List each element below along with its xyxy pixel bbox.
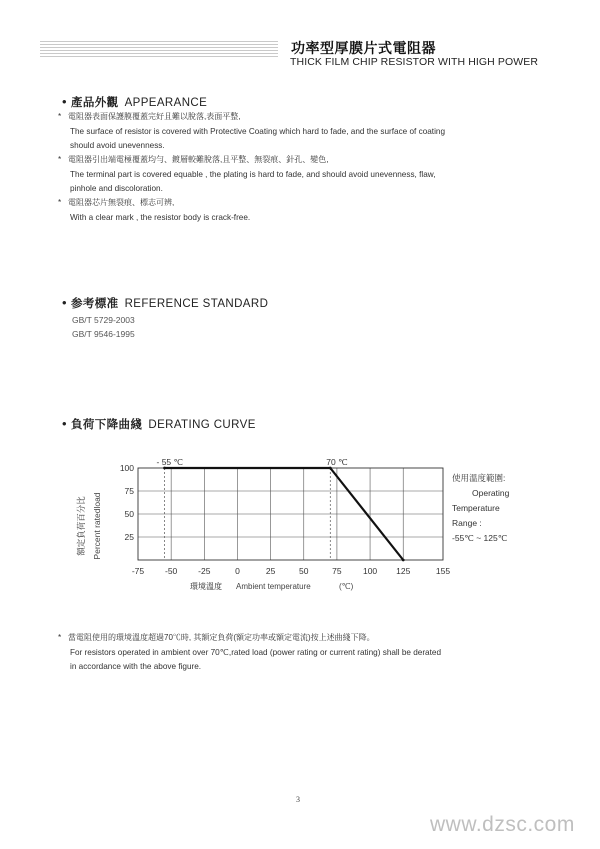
x-axis-label-en: Ambient temperature — [236, 582, 311, 591]
chart-grid — [138, 468, 443, 560]
watermark: www.dzsc.com — [430, 813, 575, 836]
range-note-zh: 使用溫度範圍: — [452, 473, 506, 483]
x-axis-label-unit: (℃) — [339, 582, 354, 591]
y-tick-label: 100 — [119, 463, 134, 473]
standard-item: GB/T 5729-2003 — [72, 315, 135, 325]
range-note-en: Temperature — [452, 503, 500, 513]
annotation-label: - 55 ℃ — [156, 457, 184, 467]
bullet-icon: • — [62, 416, 67, 431]
bullet-icon: • — [62, 295, 67, 310]
bullet-icon: • — [62, 94, 67, 109]
chart-y-tick-labels — [120, 463, 134, 542]
x-tick-label: 100 — [362, 566, 378, 576]
y-axis-label-en: Percent ratedload — [92, 492, 102, 560]
y-tick-label: 50 — [124, 509, 134, 519]
asterisk-icon: * — [58, 633, 62, 642]
asterisk-icon: * — [58, 112, 62, 121]
x-tick-label: -25 — [198, 566, 211, 576]
appearance-heading-en: APPEARANCE — [124, 97, 208, 109]
x-tick-label: 155 — [435, 566, 451, 576]
x-tick-label: 50 — [299, 566, 309, 576]
appearance-item-en: The surface of resistor is covered with Protective Coating which hard to fade, and the surface of coating — [70, 126, 446, 136]
chart-annotations — [157, 457, 349, 560]
x-tick-label: 25 — [265, 566, 276, 576]
asterisk-icon: * — [58, 198, 62, 207]
page-title-en: THICK FILM CHIP RESISTOR WITH HIGH POWER — [290, 56, 539, 68]
derating-curve-point — [402, 559, 405, 562]
derating-heading-en: DERATING CURVE — [148, 419, 256, 431]
reference-heading-zh: 参考標准 — [70, 298, 119, 310]
annotation-label: 70 ℃ — [326, 457, 348, 467]
page-number: 3 — [296, 795, 300, 804]
x-tick-label: -50 — [165, 566, 178, 576]
footnote-zh: 當電阻使用的環境溫度超過70℃時, 其額定負荷(額定功率或額定電流)按上述曲綫下降。 — [68, 633, 375, 642]
footnote-en: in accordance with the above figure. — [70, 662, 202, 671]
range-note-en: Range : — [452, 518, 482, 528]
derating-curve-point — [163, 467, 166, 470]
standard-item: GB/T 9546-1995 — [72, 329, 135, 339]
appearance-item-en: The terminal part is covered equable , the plating is hard to fade, and should avoid unevenness, flaw, — [70, 169, 436, 179]
derating-heading-zh: 負荷下降曲綫 — [70, 419, 143, 431]
chart-x-tick-labels — [132, 566, 451, 576]
y-tick-label: 25 — [124, 532, 134, 542]
x-axis-label-zh: 環境溫度 — [190, 582, 222, 591]
range-note-value: -55℃ ~ 125℃ — [452, 533, 508, 543]
x-tick-label: 125 — [396, 566, 411, 576]
operating-range-note — [452, 471, 509, 546]
footnote-en: For resistors operated in ambient over 70℃,rated load (power rating or current rating) shall be derated — [70, 647, 441, 657]
x-tick-label: 75 — [332, 566, 342, 576]
y-tick-label: 75 — [124, 486, 134, 496]
derating-curve-point — [329, 467, 332, 470]
appearance-item-en: pinhole and discoloration. — [70, 184, 163, 193]
page-title-zh: 功率型厚膜片式電阻器 — [291, 40, 436, 56]
appearance-item-en: With a clear mark , the resistor body is crack-free. — [70, 212, 251, 222]
appearance-item-zh: 電阻器芯片無裂痕、標志可辨, — [68, 198, 175, 207]
x-tick-label: -75 — [131, 566, 145, 576]
x-tick-label: 0 — [235, 566, 240, 576]
appearance-item-zh: 電阻器引出端電極覆蓋均勻、鍍層較難脫落,且平整、無裂痕、針孔、變色, — [68, 155, 329, 164]
derating-footnote — [58, 631, 578, 675]
range-note-en: Operating — [472, 488, 510, 498]
appearance-item-en: should avoid unevenness. — [70, 141, 165, 150]
appearance-heading-zh: 產品外觀 — [70, 97, 119, 109]
asterisk-icon: * — [58, 155, 62, 164]
reference-heading-en: REFERENCE STANDARD — [124, 298, 269, 310]
appearance-item-zh: 電阻器表面保護膜覆蓋完好且難以脫落,表面平整, — [68, 112, 241, 121]
y-axis-label-zh: 額定負荷百分比 — [76, 496, 86, 556]
